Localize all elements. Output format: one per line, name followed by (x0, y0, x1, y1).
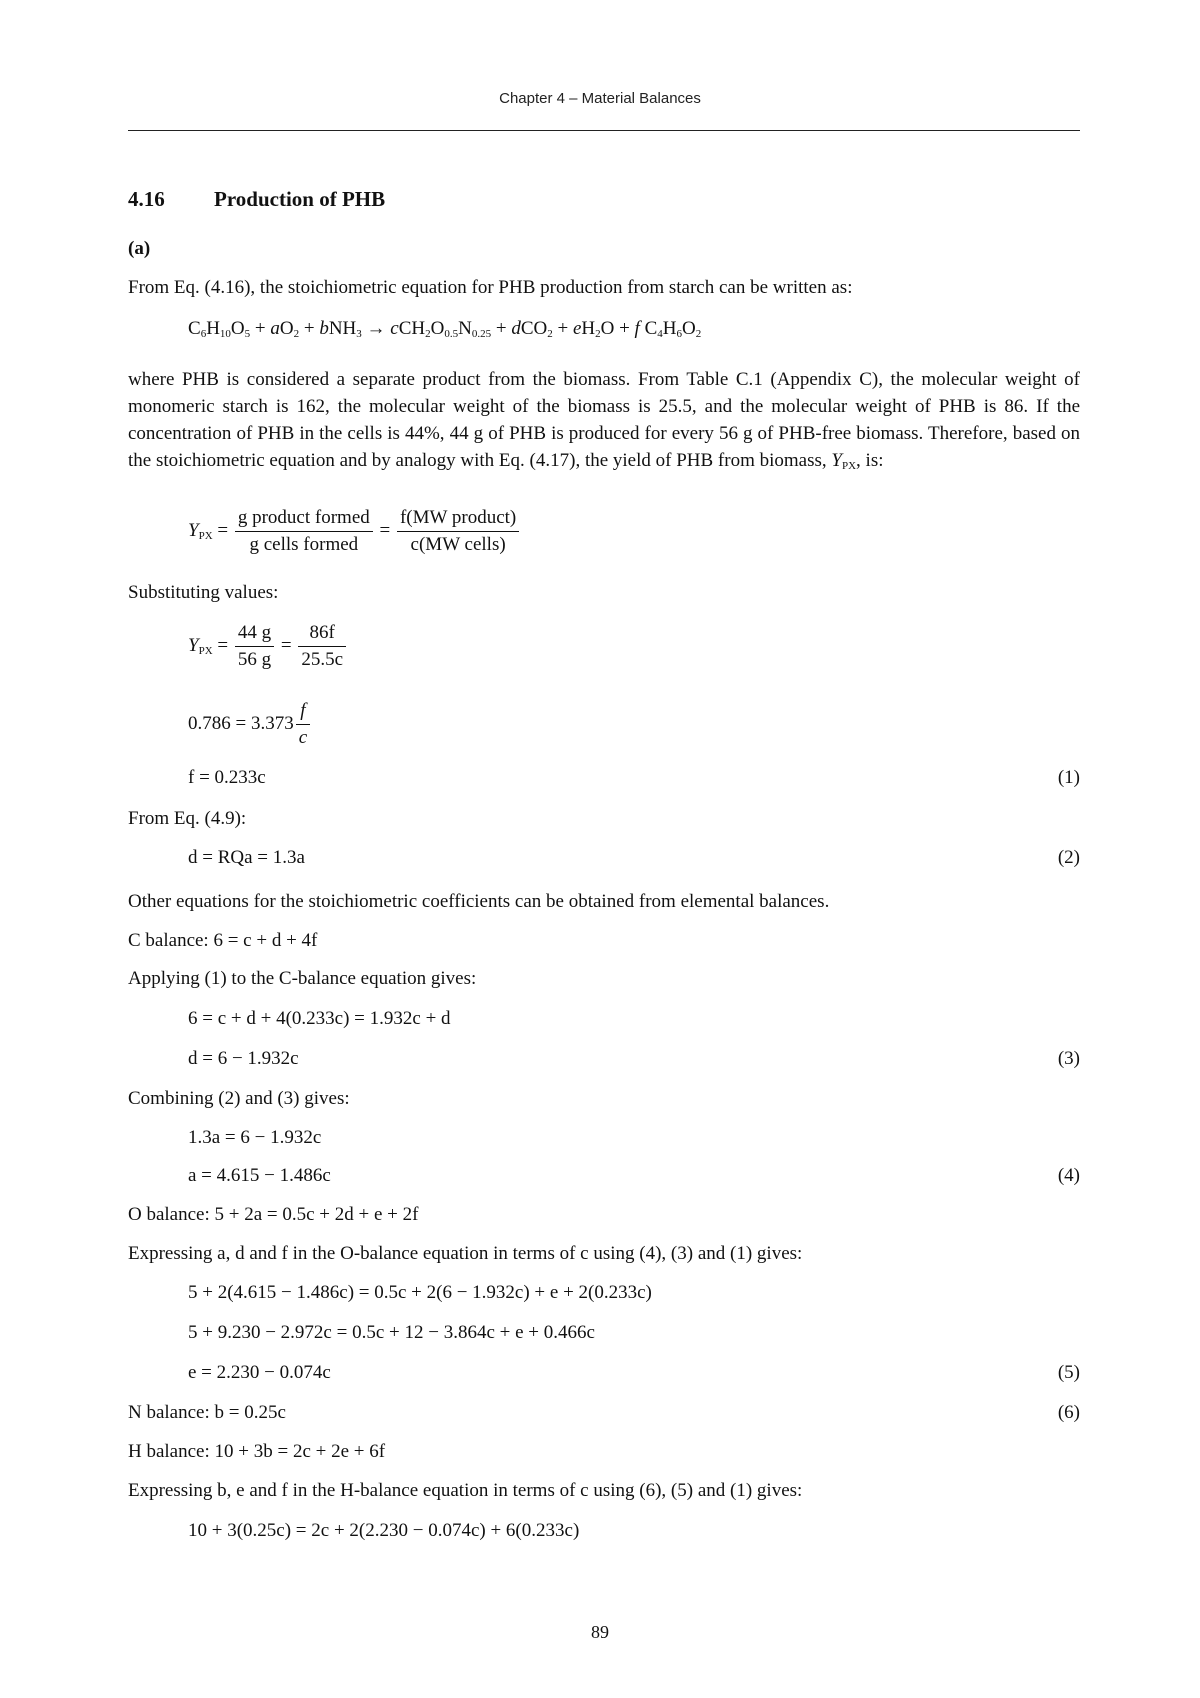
other-equations-text: Other equations for the stoichiometric coefficients can be obtained from elemental balances. (128, 891, 830, 912)
intro-text: From Eq. (4.16), the stoichiometric equation for PHB production from starch can be written as: (128, 277, 853, 298)
applying-text: Applying (1) to the C-balance equation gives: (128, 968, 477, 989)
sub-num-2: 86f (298, 620, 346, 647)
eqnum-6: (6) (1057, 1402, 1080, 1423)
running-header: Chapter 4 – Material Balances (499, 90, 701, 107)
o-balance-expanded: 5 + 9.230 − 2.972c = 0.5c + 12 − 3.864c + e + 0.466c (188, 1322, 595, 1343)
yield-num-1: g product formed (235, 505, 373, 532)
eqnum-3: (3) (1057, 1048, 1080, 1069)
yield-den-2: c(MW cells) (410, 534, 506, 555)
paragraph-text: where PHB is considered a separate product from the biomass. From Table C.1 (Appendix C), the molecular weight of monomeric starch is 162, the molecular weight of the biomass is 25.5, and the molecular weight of PHB is 86. If the concentration of PHB in the cells is 44%, 44 g of PHB is produced for every 56 g of PHB-free biomass. Therefore, based on the stoichiometric equation and by analogy with Eq. (4.17), the yield of PHB from biomass, (128, 369, 1080, 471)
equation-4: a = 4.615 − 1.486c (188, 1165, 331, 1186)
substituting-text: Substituting values: (128, 582, 279, 603)
yield-subscript: PX (841, 460, 857, 472)
yield-den-1: g cells formed (249, 534, 359, 555)
from-eq49-text: From Eq. (4.9): (128, 808, 247, 829)
stoichiometric-equation: $C_6H_{10}O_5 + aO_2 + bNH_3 \to cCH_2O_{0.5}N_{0.25} + dCO_2 + eH_2O + f$ $C_4H_6O_2$ (188, 318, 702, 340)
part-label: (a) (128, 238, 151, 259)
o-balance: O balance: 5 + 2a = 0.5c + 2d + e + 2f (128, 1204, 419, 1225)
c-balance: C balance: 6 = c + d + 4f (128, 930, 318, 951)
ratio-lhs: 0.786 = 3.373 (188, 712, 294, 734)
yield-num-2: f(MW product) (397, 505, 519, 532)
expressing-h-text: Expressing b, e and f in the H-balance equation in terms of c using (6), (5) and (1) gives: (128, 1480, 803, 1501)
sub-den-2: 25.5c (301, 649, 344, 670)
sub-num-1: 44 g (235, 620, 274, 647)
eqnum-2: (2) (1057, 847, 1080, 868)
substitution-equation: $Y_{PX}$ = $\frac{44 g}{56 g}$ = $\frac{86f}{25.5c}$ (188, 620, 348, 673)
header-rule (128, 130, 1080, 131)
combining-text: Combining (2) and (3) gives: (128, 1088, 350, 1109)
equation-2: d = RQa = 1.3a (188, 847, 305, 868)
section-title: Production of PHB (214, 187, 386, 211)
sub-den-1: 56 g (237, 649, 272, 670)
yield-symbol: Y (831, 450, 842, 471)
h-balance: H balance: 10 + 3b = 2c + 2e + 6f (128, 1441, 386, 1462)
explanation-paragraph (128, 366, 1080, 474)
ratio-num: f (296, 698, 310, 725)
eqnum-4: (4) (1057, 1165, 1080, 1186)
h-balance-substituted: 10 + 3(0.25c) = 2c + 2(2.230 − 0.074c) + 6(0.233c) (188, 1520, 580, 1541)
c-balance-substituted: 6 = c + d + 4(0.233c) = 1.932c + d (188, 1008, 451, 1029)
n-balance: N balance: b = 0.25c (128, 1402, 286, 1423)
expressing-o-text: Expressing a, d and f in the O-balance equation in terms of c using (4), (3) and (1) gives: (128, 1243, 803, 1264)
paragraph-end: , is: (856, 450, 884, 471)
equation-3: d = 6 − 1.932c (188, 1048, 299, 1069)
yield-definition: $Y_{PX}$ = $\frac{\text{g product formed}}{\text{g cells formed}}$ = $\frac{\text{f(MW product)}}{\text{c(MW cells)}}$ (188, 505, 521, 558)
ratio-den: c (298, 727, 308, 748)
equation-1: f = 0.233c (188, 767, 266, 788)
page-number: 89 (591, 1622, 609, 1642)
eqnum-5: (5) (1057, 1362, 1080, 1383)
section-number: 4.16 (128, 187, 165, 211)
equation-5: e = 2.230 − 0.074c (188, 1362, 331, 1383)
eqnum-1: (1) (1057, 767, 1080, 788)
o-balance-substituted: 5 + 2(4.615 − 1.486c) = 0.5c + 2(6 − 1.932c) + e + 2(0.233c) (188, 1282, 652, 1303)
combined-equation: 1.3a = 6 − 1.932c (188, 1127, 322, 1148)
ratio-equation (188, 698, 312, 751)
